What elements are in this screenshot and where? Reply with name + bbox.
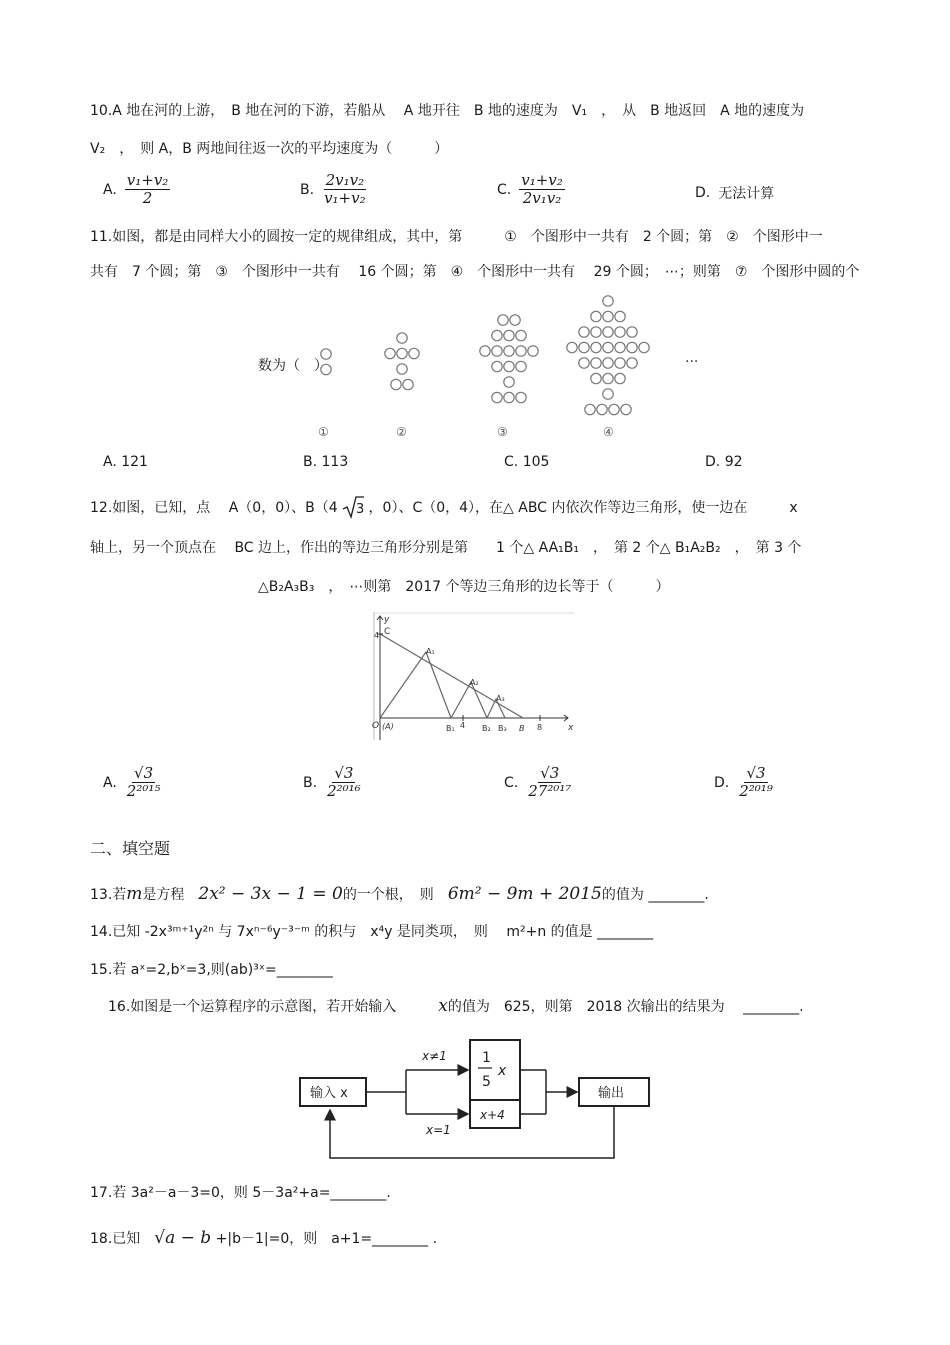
q16-var-x: x <box>438 996 448 1016</box>
denominator: 27²⁰¹⁷ <box>528 782 572 800</box>
q13-prefix: 13.若 <box>90 887 127 903</box>
condition-one: x=1 <box>426 1123 451 1137</box>
pattern-circle <box>492 346 502 356</box>
q10-option-b <box>300 172 368 207</box>
label-y: y <box>384 615 390 625</box>
pattern-circle <box>579 358 589 368</box>
label-B2: B₂ <box>482 724 491 733</box>
pattern-circle <box>321 364 331 374</box>
triangle-graph <box>368 612 578 742</box>
q12-line1 <box>90 495 798 519</box>
q16-line <box>108 996 804 1017</box>
pattern-circle <box>397 348 407 358</box>
fraction <box>322 172 368 207</box>
pattern-circle <box>615 327 625 337</box>
q10-line1: 10.A 地在河的上游， B 地在河的下游，若船从 A 地开往 B 地的速度为 V₁ ， 从 B 地返回 A 地的速度为 <box>90 103 805 119</box>
option-text: 105 <box>522 454 550 470</box>
pattern-circle <box>510 315 520 325</box>
q14-line: 14.已知 -2x³ᵐ⁺¹y²ⁿ 与 7xⁿ⁻⁶y⁻³⁻ᵐ 的积与 x⁴y 是同类项， 则 m²+n 的值是 ________ <box>90 924 654 940</box>
pattern-circle <box>504 330 514 340</box>
pattern-circle <box>498 315 508 325</box>
pattern-circle <box>639 342 649 352</box>
pattern-circle <box>591 342 601 352</box>
flowchart <box>296 1030 656 1166</box>
q12-option-a <box>103 765 162 800</box>
condition-not-one: x≠1 <box>422 1049 447 1063</box>
q12-line3: △B₂A₃B₃ ， ⋯则第 2017 个等边三角形的边长等于（ ） <box>258 579 670 595</box>
pattern-circle <box>603 358 613 368</box>
option-label: C. <box>497 181 512 198</box>
option-label: D. <box>705 454 721 470</box>
q11-option-b <box>303 452 348 472</box>
output-label: 输出 <box>598 1086 625 1101</box>
circle-pattern-figure <box>310 290 710 445</box>
pattern-circle <box>603 296 613 306</box>
q11-option-d <box>705 452 743 472</box>
denominator: 2²⁰¹⁹ <box>739 782 773 800</box>
denominator: 2²⁰¹⁶ <box>327 782 361 800</box>
q12-line2: 轴上，另一个顶点在 BC 边上，作出的等边三角形分别是第 1 个△ AA₁B₁ ， 第 2 个△ B₁A₂B₂ ， 第 3 个 <box>90 540 802 556</box>
numerator: √3 <box>746 764 766 782</box>
q11-option-a <box>103 452 148 472</box>
op1-denominator: 5 <box>482 1074 491 1090</box>
q10-option-d <box>695 183 774 203</box>
pattern-circle <box>391 379 401 389</box>
q10-option-c <box>497 172 565 207</box>
option-text: 无法计算 <box>718 186 775 202</box>
pattern-circle <box>591 327 601 337</box>
q10-option-a <box>103 172 170 207</box>
op1-numerator: 1 <box>482 1050 491 1066</box>
pattern-circle <box>492 330 502 340</box>
q16-suffix: 的值为 625，则第 2018 次输出的结果为 ________. <box>447 999 804 1015</box>
label-y4: 4 <box>374 631 380 640</box>
pattern-circle <box>621 404 631 414</box>
pattern-circle <box>516 361 526 371</box>
figure-ellipsis: ··· <box>685 354 699 370</box>
q15-line: 15.若 aˣ=2,bˣ=3,则(ab)³ˣ=________ <box>90 962 333 978</box>
svg-text:3: 3 <box>356 502 365 517</box>
fraction <box>526 765 573 800</box>
pattern-circle <box>397 364 407 374</box>
pattern-circle <box>579 342 589 352</box>
q13-suffix: 的值为 ________. <box>601 887 709 903</box>
q10-line2: V₂ ， 则 A，B 两地间往返一次的平均速度为（ ） <box>90 141 449 157</box>
label-x4: 4 <box>460 721 466 730</box>
pattern-circle <box>516 392 526 402</box>
label-A1: A₁ <box>426 647 435 656</box>
section-heading: 二、填空题 <box>90 839 171 858</box>
label-A2: A₂ <box>470 678 479 687</box>
input-label: 输入 x <box>310 1086 348 1101</box>
q11-option-c <box>504 452 549 472</box>
denominator: 2²⁰¹⁵ <box>126 782 161 800</box>
pattern-circle <box>528 346 538 356</box>
label-x8: 8 <box>537 723 543 732</box>
pattern-circle <box>627 358 637 368</box>
option-label: A. <box>103 454 117 470</box>
option-label: D. <box>695 185 711 201</box>
label-B: B <box>519 724 525 733</box>
numerator: v₁+v₂ <box>521 171 563 189</box>
option-label: C. <box>504 454 519 470</box>
triangle-1 <box>380 652 451 718</box>
option-text: 92 <box>724 454 743 470</box>
q13-text-2: 的一个根， 则 <box>342 887 434 903</box>
pattern-circle <box>591 358 601 368</box>
fraction <box>519 172 565 207</box>
option-label: D. <box>714 774 730 791</box>
pattern-circle <box>603 327 613 337</box>
option-label: B. <box>303 454 318 470</box>
pattern-circle <box>504 377 514 387</box>
pattern-circle <box>615 373 625 383</box>
pattern-circle <box>603 373 613 383</box>
fraction <box>125 172 171 207</box>
pattern-circle <box>480 346 490 356</box>
numerator: √3 <box>540 764 560 782</box>
pattern-circle <box>615 358 625 368</box>
q13-expression: 6m² − 9m + 2015 <box>447 884 602 904</box>
pattern-circle <box>627 342 637 352</box>
q16-prefix: 16.如图是一个运算程序的示意图，若开始输入 <box>108 999 397 1015</box>
option-label: B. <box>303 774 318 791</box>
pattern-circle <box>603 311 613 321</box>
denominator: 2 <box>142 189 153 207</box>
pattern-circle <box>321 349 331 359</box>
pattern-circle <box>597 404 607 414</box>
option-text: 121 <box>121 454 148 470</box>
label-A3: A₃ <box>496 694 505 703</box>
q13-line <box>90 884 709 905</box>
fraction <box>125 765 163 800</box>
numerator: √3 <box>334 764 354 782</box>
pattern-circle <box>585 404 595 414</box>
q18-suffix: +|b－1|=0，则 a+1=________ . <box>215 1231 438 1247</box>
figure-label-3: ③ <box>497 425 508 439</box>
divide-box <box>470 1040 520 1100</box>
figure-label-2: ② <box>396 425 407 439</box>
circle-groups <box>321 296 649 415</box>
pattern-circle <box>615 342 625 352</box>
numerator: 2v₁v₂ <box>325 171 365 189</box>
bc-line <box>380 634 523 718</box>
option-label: B. <box>300 181 315 198</box>
label-B1: B₁ <box>446 724 455 733</box>
q18-root: √a − b <box>154 1228 212 1248</box>
label-A: (A) <box>382 722 394 731</box>
pattern-circle <box>615 311 625 321</box>
numerator: √3 <box>134 764 154 782</box>
denominator: v₁+v₂ <box>324 189 366 207</box>
label-O: O <box>372 721 380 731</box>
q18-line <box>90 1228 437 1249</box>
op1-variable: x <box>498 1063 507 1079</box>
label-B3: B₃ <box>498 724 507 733</box>
triangle-2 <box>451 682 487 718</box>
fraction <box>325 765 363 800</box>
pattern-circle <box>591 373 601 383</box>
figure-label-4: ④ <box>603 425 614 439</box>
sqrt3-symbol <box>342 495 364 519</box>
q12-line1-end: ，0）、C（0，4），在△ ABC 内依次作等边三角形，使一边在 x <box>368 500 798 516</box>
q13-equation: 2x² − 3x − 1 = 0 <box>198 884 343 904</box>
q12-option-d <box>714 765 775 800</box>
pattern-circle <box>516 346 526 356</box>
q12-line1-start: 12.如图，已知，点 A（0，0）、B（4 <box>90 500 338 516</box>
op2-label: x+4 <box>480 1108 505 1122</box>
q18-prefix: 18.已知 <box>90 1231 141 1247</box>
option-label: A. <box>103 181 117 198</box>
figure-label-1: ① <box>318 425 329 439</box>
pattern-circle <box>409 348 419 358</box>
pattern-circle <box>567 342 577 352</box>
pattern-circle <box>609 404 619 414</box>
pattern-circle <box>403 379 413 389</box>
q11-line2: 共有 7 个圆；第 ③ 个图形中一共有 16 个圆；第 ④ 个图形中一共有 29 个圆； ⋯；则第 ⑦ 个图形中圆的个 <box>90 264 860 280</box>
q11-prefix: 数为（ ） <box>258 358 328 374</box>
fraction <box>737 765 775 800</box>
pattern-circle <box>397 333 407 343</box>
pattern-circle <box>603 389 613 399</box>
pattern-circle <box>492 361 502 371</box>
option-label: C. <box>504 774 519 791</box>
label-x: x <box>568 723 574 733</box>
q13-text: 是方程 <box>142 887 185 903</box>
pattern-circle <box>504 361 514 371</box>
q12-option-c <box>504 765 573 800</box>
denominator: 2v₁v₂ <box>522 189 562 207</box>
numerator: v₁+v₂ <box>126 171 169 189</box>
q17-line: 17.若 3a²－a－3=0，则 5－3a²+a=________. <box>90 1185 391 1201</box>
option-label: A. <box>103 774 117 791</box>
pattern-circle <box>385 348 395 358</box>
pattern-circle <box>603 342 613 352</box>
pattern-circle <box>504 392 514 402</box>
q13-var-m: m <box>126 884 143 904</box>
q12-option-b <box>303 765 363 800</box>
pattern-circle <box>504 346 514 356</box>
pattern-circle <box>591 311 601 321</box>
q11-line1: 11.如图，都是由同样大小的圆按一定的规律组成，其中，第 ① 个图形中一共有 2 个圆；第 ② 个图形中一 <box>90 229 823 245</box>
option-text: 113 <box>321 454 349 470</box>
pattern-circle <box>579 327 589 337</box>
pattern-circle <box>627 327 637 337</box>
label-C: C <box>384 627 391 637</box>
pattern-circle <box>516 330 526 340</box>
pattern-circle <box>492 392 502 402</box>
